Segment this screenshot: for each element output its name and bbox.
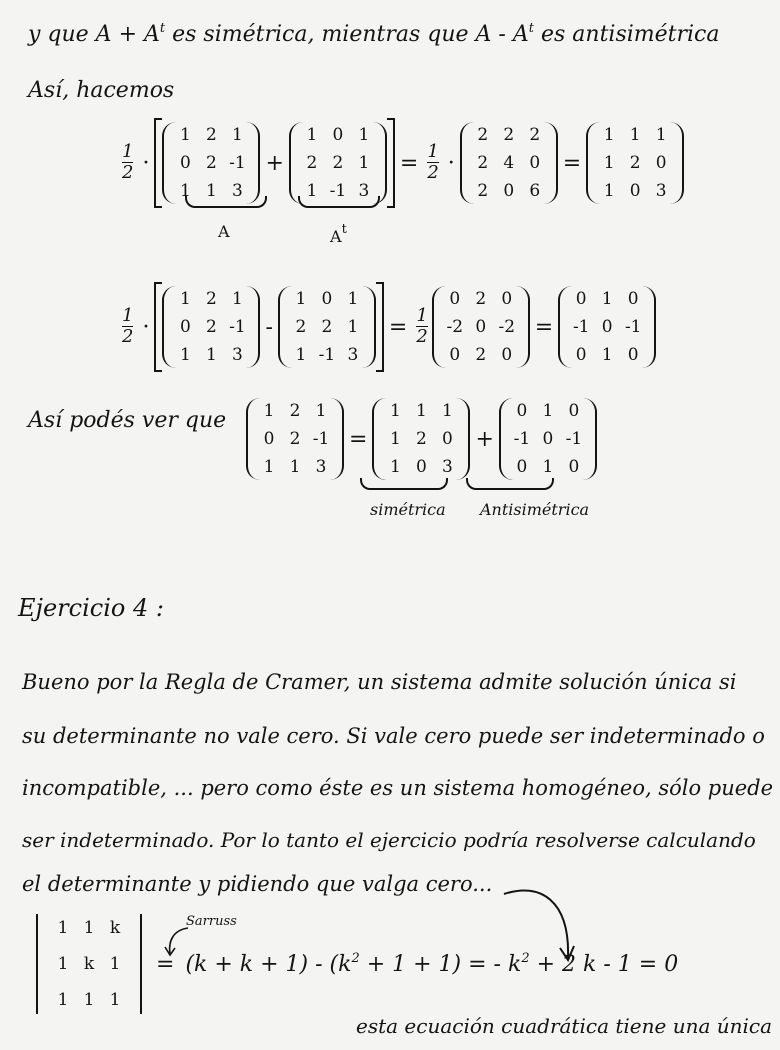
matrix-cell: 3 — [442, 457, 453, 477]
equals-operator-5: = — [349, 426, 368, 452]
matrix-cell: 1 — [180, 289, 191, 309]
matrix-antisymmetric-part — [499, 398, 597, 480]
determinant-equation — [36, 914, 678, 1014]
matrix-symmetric-result — [586, 122, 684, 204]
matrix-cell: 0 — [449, 345, 461, 365]
matrix-cell: 1 — [57, 918, 69, 938]
matrix-cell: 0 — [516, 457, 528, 477]
matrix-cell: 1 — [629, 125, 641, 145]
matrix-cell: 2 — [206, 289, 217, 309]
matrix-cell: 1 — [655, 125, 667, 145]
matrix-cell: 2 — [477, 125, 489, 145]
matrix-cell: 1 — [542, 457, 554, 477]
matrix-cell: 1 — [83, 990, 95, 1010]
matrix-cell: 1 — [180, 125, 191, 145]
equals-operator-6: = — [156, 951, 175, 977]
matrix-cell: 0 — [180, 317, 191, 337]
matrix-cell: 1 — [206, 181, 217, 201]
label-A-transpose: $A^t$ — [330, 222, 347, 246]
matrix-cell: 1 — [232, 289, 243, 309]
bracket-group-2 — [154, 282, 383, 372]
matrix-cell: 2 — [321, 317, 333, 337]
matrix-cell: 1 — [180, 181, 191, 201]
matrix-cell: 1 — [390, 401, 401, 421]
matrix-A-transpose — [289, 122, 387, 204]
matrix-cell: 2 — [206, 153, 217, 173]
intro-text-c: es antisimétrica — [533, 22, 720, 47]
matrix-cell: 3 — [347, 345, 359, 365]
matrix-cell: 0 — [575, 345, 587, 365]
minus-operator: - — [265, 314, 273, 340]
matrix-cell: 0 — [655, 153, 667, 173]
dot-operator-3: · — [142, 314, 150, 340]
matrix-cell: 0 — [501, 345, 513, 365]
matrix-cell: 2 — [332, 153, 344, 173]
matrix-cell: 2 — [295, 317, 307, 337]
matrix-cell: 2 — [206, 317, 217, 337]
matrix-cell: 1 — [109, 954, 121, 974]
matrix-cell: 1 — [358, 153, 370, 173]
matrix-cell: 2 — [289, 401, 301, 421]
matrix-cell: 1 — [57, 954, 69, 974]
fraction-half-2: $\frac{1}{2}$ — [427, 141, 439, 183]
matrix-symmetric-part — [372, 398, 470, 480]
intro-line-2: Así, hacemos — [28, 78, 175, 103]
matrix-cell: -1 — [318, 345, 336, 365]
matrix-cell: 1 — [306, 125, 318, 145]
label-antisymmetric: Antisimétrica — [480, 500, 590, 519]
matrix-cell: -1 — [229, 153, 246, 173]
matrix-cell: 1 — [306, 181, 318, 201]
equals-operator-2: = — [562, 150, 582, 176]
bracket-group — [154, 118, 394, 208]
matrix-cell: 1 — [232, 125, 243, 145]
matrix-cell: 0 — [263, 429, 275, 449]
equals-operator-3: = — [388, 314, 408, 340]
matrix-cell: -1 — [624, 317, 642, 337]
matrix-cell: 2 — [206, 125, 217, 145]
matrix-cell: k — [83, 954, 95, 974]
plus-operator-2: + — [475, 426, 494, 452]
matrix-antisymmetric-result — [558, 286, 656, 368]
matrix-cell: k — [109, 918, 121, 938]
matrix-cell: 0 — [442, 429, 453, 449]
paragraph-line-3: incompatible, ... pero como éste es un sistema homogéneo, sólo puede — [22, 776, 774, 800]
matrix-cell: 3 — [315, 457, 327, 477]
matrix-cell: -1 — [572, 317, 590, 337]
matrix-cell: 1 — [295, 289, 307, 309]
matrix-A-2 — [162, 286, 260, 368]
matrix-A-transpose-2 — [278, 286, 376, 368]
matrix-cell: 1 — [603, 125, 615, 145]
matrix-cell: -1 — [513, 429, 531, 449]
matrix-cell: -2 — [446, 317, 464, 337]
matrix-cell: -1 — [329, 181, 347, 201]
determinant-matrix — [36, 914, 142, 1014]
dot-operator: · — [142, 150, 150, 176]
matrix-cell: 4 — [503, 153, 515, 173]
matrix-A-3 — [246, 398, 344, 480]
matrix-cell: 0 — [601, 317, 613, 337]
matrix-cell: 1 — [390, 429, 401, 449]
matrix-cell: 2 — [503, 125, 515, 145]
matrix-cell: 2 — [477, 153, 489, 173]
matrix-cell: 1 — [206, 345, 217, 365]
intro-line-1 — [28, 22, 719, 46]
matrix-cell: 0 — [501, 289, 513, 309]
matrix-cell: 2 — [629, 153, 641, 173]
fraction-half-4: $\frac{1}{2}$ — [416, 305, 428, 347]
matrix-cell: 6 — [529, 181, 541, 201]
label-symmetric: simétrica — [370, 500, 446, 519]
matrix-cell: 3 — [232, 181, 243, 201]
matrix-cell: 3 — [358, 181, 370, 201]
matrix-cell: 0 — [542, 429, 554, 449]
matrix-cell: 1 — [315, 401, 327, 421]
equals-operator-4: = — [534, 314, 554, 340]
dot-operator-2: · — [447, 150, 455, 176]
matrix-cell: 0 — [503, 181, 515, 201]
matrix-cell: 3 — [655, 181, 667, 201]
matrix-cell: 1 — [57, 990, 69, 1010]
brace-symmetric — [360, 478, 448, 490]
matrix-cell: 0 — [568, 401, 580, 421]
matrix-cell: 1 — [347, 289, 359, 309]
matrix-cell: 0 — [575, 289, 587, 309]
transpose-sup: t — [159, 21, 166, 36]
sarrus-arrow-icon — [162, 924, 192, 958]
equation-difference — [118, 282, 656, 372]
matrix-cell: 1 — [603, 181, 615, 201]
matrix-cell: 0 — [416, 457, 427, 477]
matrix-cell: 2 — [529, 125, 541, 145]
brace-A — [185, 196, 267, 208]
exercise-heading: Ejercicio 4 : — [18, 594, 164, 622]
matrix-cell: 1 — [295, 345, 307, 365]
matrix-cell: 0 — [568, 457, 580, 477]
matrix-cell: 0 — [627, 289, 639, 309]
matrix-difference — [432, 286, 530, 368]
matrix-A — [162, 122, 260, 204]
matrix-cell: 1 — [83, 918, 95, 938]
matrix-cell: 2 — [477, 181, 489, 201]
paragraph-line-4: ser indeterminado. Por lo tanto el ejercicio podría resolverse calculando — [22, 828, 756, 852]
matrix-cell: 1 — [263, 401, 275, 421]
plus-operator: + — [265, 150, 284, 176]
matrix-cell: 2 — [475, 289, 487, 309]
matrix-cell: 1 — [601, 345, 613, 365]
equation-decomposition — [246, 398, 597, 480]
matrix-sum — [460, 122, 558, 204]
brace-antisymmetric — [466, 478, 554, 490]
matrix-cell: 0 — [627, 345, 639, 365]
matrix-cell: 2 — [416, 429, 427, 449]
matrix-cell: 2 — [289, 429, 301, 449]
matrix-cell: 0 — [529, 153, 541, 173]
matrix-cell: 1 — [542, 401, 554, 421]
equation-sum — [118, 118, 684, 208]
transpose-sup-2: t — [528, 21, 534, 36]
matrix-cell: 1 — [442, 401, 453, 421]
determinant-expression: $(k + k + 1) - (k^2 + 1 + 1)$ = - $k^2 + 2$ k - 1 = 0 — [185, 951, 679, 977]
matrix-cell: 1 — [390, 457, 401, 477]
paragraph-line-2: su determinante no vale cero. Si vale cero puede ser indeterminado o — [22, 724, 765, 748]
matrix-cell: 1 — [603, 153, 615, 173]
sarrus-label: Sarruss — [186, 914, 237, 929]
matrix-cell: 0 — [629, 181, 641, 201]
matrix-cell: 0 — [332, 125, 344, 145]
label-A: A — [218, 222, 230, 241]
matrix-cell: 2 — [475, 345, 487, 365]
paragraph-line-1: Bueno por la Regla de Cramer, un sistema admite solución única si — [22, 670, 737, 694]
decomposition-text: Así podés ver que — [28, 408, 227, 433]
matrix-cell: 1 — [289, 457, 301, 477]
matrix-cell: -2 — [498, 317, 516, 337]
matrix-cell: 1 — [263, 457, 275, 477]
matrix-cell: 1 — [180, 345, 191, 365]
equals-operator: = — [399, 150, 419, 176]
matrix-cell: 0 — [321, 289, 333, 309]
matrix-cell: 0 — [180, 153, 191, 173]
matrix-cell: 1 — [358, 125, 370, 145]
matrix-cell: 0 — [475, 317, 487, 337]
matrix-cell: 1 — [347, 317, 359, 337]
matrix-cell: 3 — [232, 345, 243, 365]
paragraph-line-5: el determinante y pidiendo que valga cero... — [22, 872, 493, 896]
matrix-cell: -1 — [312, 429, 330, 449]
matrix-cell: 1 — [601, 289, 613, 309]
matrix-cell: 0 — [449, 289, 461, 309]
brace-A-transpose — [298, 196, 380, 208]
matrix-cell: 1 — [416, 401, 427, 421]
intro-text-b: es simétrica, mientras que A - A — [165, 22, 529, 47]
footer-line: esta ecuación cuadrática tiene una única — [356, 1014, 773, 1038]
fraction-half: $\frac{1}{2}$ — [122, 141, 134, 183]
intro-text-a: y que A + A — [28, 22, 160, 47]
matrix-cell: -1 — [565, 429, 583, 449]
matrix-cell: 2 — [306, 153, 318, 173]
matrix-cell: 1 — [109, 990, 121, 1010]
matrix-cell: 0 — [516, 401, 528, 421]
fraction-half-3: $\frac{1}{2}$ — [122, 305, 134, 347]
matrix-cell: -1 — [229, 317, 246, 337]
